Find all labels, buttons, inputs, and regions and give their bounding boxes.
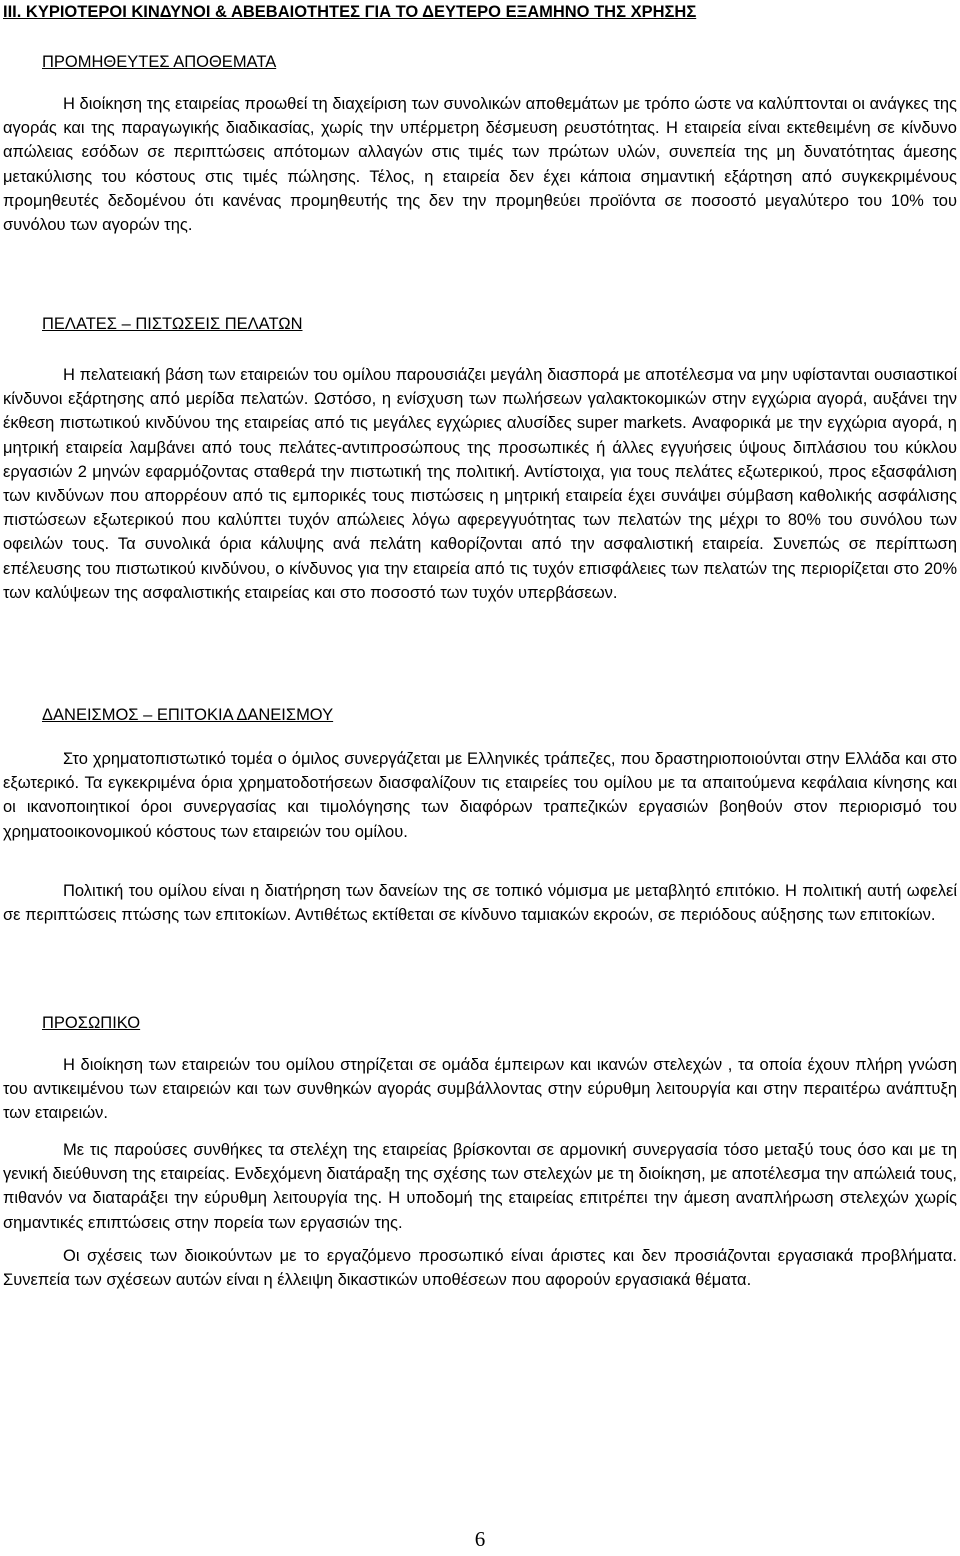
paragraph-suppliers xyxy=(3,92,957,237)
paragraph-customers-text: Η πελατειακή βάση των εταιρειών του ομίλου παρουσιάζει μεγάλη διασπορά με αποτέλεσμα να μην υφίστανται ουσιαστικοί κίνδυνοι εξάρτησης από μερίδα πελατών. Ωστόσο, η ενίσχυση των πωλήσεων γαλακτοκομικών στην εγχώρια αγορά, αυξάνει την έκθεση πιστωτικού κινδύνου της εταιρείας από τις μεγάλες εγχώριες αλυσίδες super markets. Αναφορικά με την εγχώρια αγορά, η μητρική εταιρεία λαμβάνει από τους πελάτες-αντιπροσώπους της προσωπικές ή άλλες εγγυήσεις ύψους διπλάσιου του κύκλου εργασιών 2 μηνών εφαρμόζοντας σταθερά την πιστωτική της πολιτική. Αντίστοιχα, για τους πελάτες εξωτερικού, προς εξασφάλιση των κινδύνων που απορρέουν από τις εμπορικές τους πιστώσεις η μητρική εταιρεία έχει συνάψει σύμβαση καθολικής ασφάλισης πιστώσεων εξωτερικού που καλύπτει τυχόν απώλειες λόγω αφερεγγυότητας των πελατών της μέχρι το 80% του συνόλου των οφειλών τους. Τα συνολικά όρια κάλυψης ανά πελάτη καθορίζονται από την ασφαλιστική εταιρεία. Συνεπώς σε περίπτωση επέλευσης του πιστωτικού κινδύνου, ο κίνδυνος για την εταιρεία από τις τυχόν επισφάλειες των πελατών της περιορίζεται στο 20% των καλύψεων της ασφαλιστικής εταιρείας και στο ποσοστό των τυχόν υπερβάσεων. xyxy=(3,366,957,602)
heading-personnel: ΠΡΟΣΩΠΙΚΟ xyxy=(42,1014,141,1032)
heading-customers-credit: ΠΕΛΑΤΕΣ – ΠΙΣΤΩΣΕΙΣ ΠΕΛΑΤΩΝ xyxy=(42,315,303,333)
paragraph-suppliers-text: Η διοίκηση της εταιρείας προωθεί τη διαχείριση των συνολικών αποθεμάτων με τρόπο ώστε να καλύπτονται οι ανάγκες της αγοράς και της παραγωγικής διαδικασίας, χωρίς την υπέρμετρη δέσμευση ρευστότητας. Η εταιρεία είναι εκτεθειμένη σε κίνδυνο απώλειας εσόδων σε περιπτώσεις απότομων αλλαγών στις τιμές των πρώτων υλών, συνεπεία της μη δυνατότητας άμεσης μετακύλισης του κόστους στις τιμές πώλησης. Τέλος, η εταιρεία δεν έχει κάποια σημαντική εξάρτηση από συγκεκριμένους προμηθευτές δεδομένου ότι κανένας προμηθευτής της δεν την προμηθεύει προϊόντα σε ποσοστό μεγαλύτερο του 10% του συνόλου των αγορών της. xyxy=(3,95,957,235)
paragraph-customers xyxy=(3,363,957,605)
paragraph-lending-2-text: Πολιτική του ομίλου είναι η διατήρηση των δανείων της σε τοπικό νόμισμα με μεταβλητό επιτόκιο. Η πολιτική αυτή ωφελεί σε περιπτώσεις πτώσης των επιτοκίων. Αντιθέτως εκτίθεται σε κίνδυνο ταμιακών εκροών, σε περιόδους αύξησης των επιτοκίων. xyxy=(3,882,957,925)
paragraph-personnel-3-text: Οι σχέσεις των διοικούντων με το εργαζόμενο προσωπικό είναι άριστες και δεν προσιάζονται εργασιακά προβλήματα. Συνεπεία των σχέσεων αυτών είναι η έλλειψη δικαστικών υποθέσεων που αφορούν εργασιακά θέματα. xyxy=(3,1247,957,1290)
heading-lending-rates: ΔΑΝΕΙΣΜΟΣ – ΕΠΙΤΟΚΙΑ ΔΑΝΕΙΣΜΟΥ xyxy=(42,706,334,724)
paragraph-lending-1 xyxy=(3,747,957,844)
paragraph-personnel-2 xyxy=(3,1138,957,1235)
paragraph-personnel-1 xyxy=(3,1053,957,1126)
paragraph-personnel-3 xyxy=(3,1244,957,1292)
paragraph-personnel-2-text: Με τις παρούσες συνθήκες τα στελέχη της εταιρείας βρίσκονται σε αρμονική συνεργασία τόσο μεταξύ τους όσο και με τη γενική διεύθυνση της εταιρείας. Ενδεχόμενη διατάραξη της σχέσης των στελεχών με τη διοίκηση, με αποτέλεσμα την απώλειά τους, πιθανόν να διαταράξει την εύρυθμη λειτουργία της. Η υποδομή της εταιρείας επιτρέπει την άμεση αναπλήρωση στελεχών χωρίς σημαντικές επιπτώσεις στην πορεία των εργασιών της. xyxy=(3,1141,957,1232)
paragraph-lending-2 xyxy=(3,879,957,927)
document-title: III. ΚΥΡΙΟΤΕΡΟΙ ΚΙΝΔΥΝΟΙ & ΑΒΕΒΑΙΟΤΗΤΕΣ ΓΙΑ ΤΟ ΔΕΥΤΕΡΟ ΕΞΑΜΗΝΟ ΤΗΣ ΧΡΗΣΗΣ xyxy=(3,3,697,21)
page-number: 6 xyxy=(474,1527,486,1551)
heading-suppliers-inventory: ΠΡΟΜΗΘΕΥΤΕΣ ΑΠΟΘΕΜΑΤΑ xyxy=(42,53,277,71)
paragraph-personnel-1-text: Η διοίκηση των εταιρειών του ομίλου στηρίζεται σε ομάδα έμπειρων και ικανών στελεχών , τα οποία έχουν πλήρη γνώση του αντικειμένου των εταιρειών και των συνθηκών αγοράς συμβάλλοντας στην εύρυθμη λειτουργία και στην περαιτέρω ανάπτυξη των εταιρειών. xyxy=(3,1056,957,1123)
paragraph-lending-1-text: Στο χρηματοπιστωτικό τομέα ο όμιλος συνεργάζεται με Ελληνικές τράπεζες, που δραστηριοποιούνται στην Ελλάδα και στο εξωτερικό. Τα εγκεκριμένα όρια χρηματοδοτήσεων διασφαλίζουν τις εταιρείες του ομίλου με τα απαιτούμενα κεφάλαια κίνησης και οι ικανοποιητικοί όροι συνεργασίας και τιμολόγησης των διαφόρων τραπεζικών εργασιών βοηθούν στον περιορισμό του χρηματοοικονομικού κόστους των εταιρειών του ομίλου. xyxy=(3,750,957,841)
